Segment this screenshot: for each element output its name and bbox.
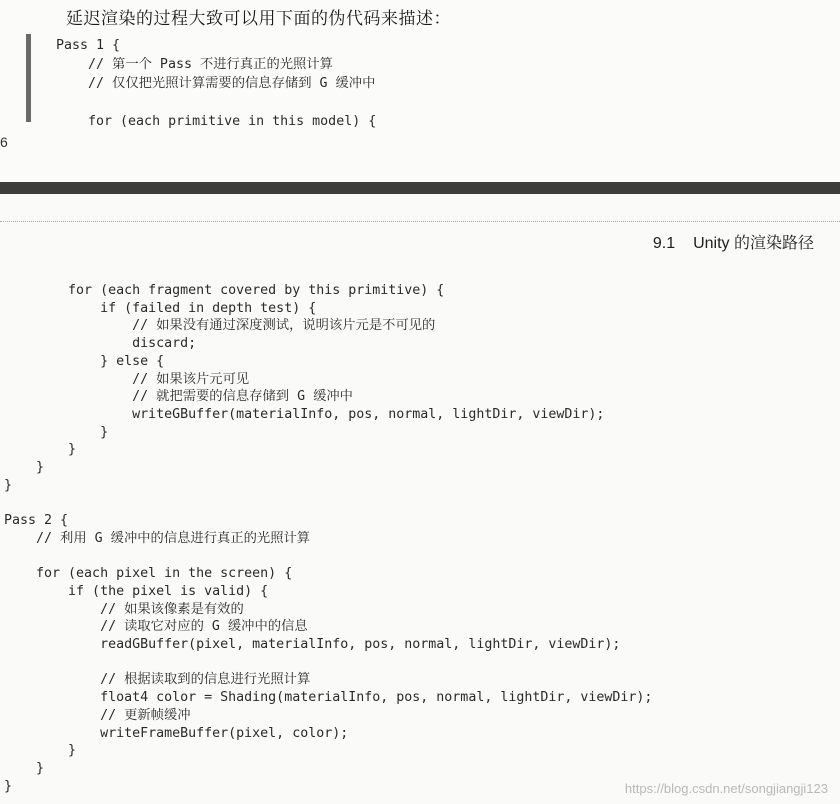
- code-line: for (each pixel in the screen) {: [4, 566, 293, 582]
- code-line: // 就把需要的信息存储到 G 缓冲中: [4, 389, 353, 405]
- code-line: // 如果该像素是有效的: [4, 601, 244, 617]
- code-line: }: [4, 743, 77, 759]
- code-line: for (each primitive in this model) {: [56, 114, 377, 129]
- code-line: for (each fragment covered by this primitive) {: [4, 283, 445, 298]
- running-header-rule: [0, 221, 840, 222]
- watermark: https://blog.csdn.net/songjiangji123: [624, 781, 828, 796]
- code-line: // 根据读取到的信息进行光照计算: [4, 672, 311, 688]
- code-line: if (the pixel is valid) {: [4, 583, 269, 599]
- code-line: }: [4, 778, 13, 794]
- code-line: if (failed in depth test) {: [4, 300, 317, 316]
- code-block-top: [56, 36, 376, 131]
- section-number: 9.1: [652, 235, 676, 252]
- code-line: }: [4, 424, 109, 440]
- code-line: // 利用 G 缓冲中的信息进行真正的光照计算: [4, 530, 311, 546]
- page-gap-band: [0, 182, 840, 194]
- code-block-marker: [26, 34, 31, 122]
- code-line: // 更新帧缓冲: [4, 707, 191, 723]
- code-block-bottom: [4, 282, 652, 795]
- code-line: }: [4, 442, 77, 458]
- running-header: [653, 230, 814, 253]
- code-line: float4 color = Shading(materialInfo, pos, normal, lightDir, viewDir);: [4, 690, 653, 706]
- code-line: // 如果没有通过深度测试，说明该片元是不可见的: [4, 318, 436, 334]
- page-number: 6: [0, 134, 8, 150]
- code-line: }: [4, 477, 13, 493]
- section-title: Unity 的渲染路径: [693, 235, 814, 252]
- code-line: // 读取它对应的 G 缓冲中的信息: [4, 619, 308, 635]
- code-line: // 仅仅把光照计算需要的信息存储到 G 缓冲中: [56, 76, 376, 91]
- intro-paragraph: 延迟渲染的过程大致可以用下面的伪代码来描述：: [66, 9, 451, 28]
- code-line: }: [4, 460, 45, 476]
- code-line: // 第一个 Pass 不进行真正的光照计算: [56, 57, 333, 72]
- code-line: writeGBuffer(materialInfo, pos, normal, lightDir, viewDir);: [4, 406, 605, 422]
- code-line: discard;: [4, 336, 197, 352]
- code-line: }: [4, 760, 45, 776]
- code-line: writeFrameBuffer(pixel, color);: [4, 725, 349, 741]
- code-line: Pass 1 {: [56, 38, 121, 53]
- code-line: // 如果该片元可见: [4, 371, 250, 387]
- code-line: Pass 2 {: [4, 513, 69, 529]
- code-line: } else {: [4, 353, 165, 369]
- code-line: readGBuffer(pixel, materialInfo, pos, normal, lightDir, viewDir);: [4, 637, 621, 653]
